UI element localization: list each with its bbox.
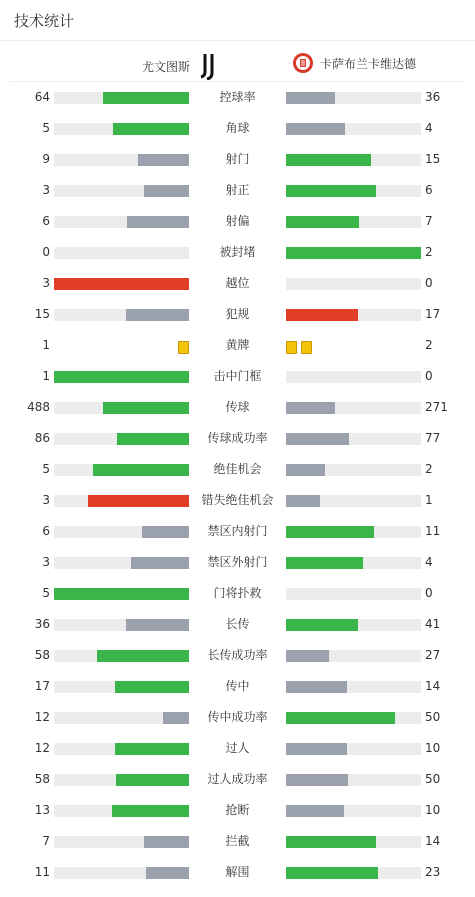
away-value: 6 <box>425 183 433 197</box>
stat-row <box>0 401 475 432</box>
away-bar <box>286 123 345 135</box>
away-bar-track <box>286 526 421 538</box>
home-bar <box>88 495 189 507</box>
away-value: 0 <box>425 586 433 600</box>
away-bar <box>286 247 421 259</box>
away-bar-track <box>286 92 421 104</box>
stat-row <box>0 122 475 153</box>
away-bar <box>286 464 325 476</box>
away-cards <box>286 339 316 352</box>
home-bar <box>126 619 189 631</box>
stat-label: 传球成功率 <box>207 431 268 445</box>
home-value: 6 <box>42 524 50 538</box>
away-bar-track <box>286 402 421 414</box>
home-bar-track <box>54 867 189 879</box>
away-bar-track <box>286 123 421 135</box>
stat-row <box>0 556 475 587</box>
away-bar <box>286 402 335 414</box>
home-bar <box>131 557 189 569</box>
away-value: 0 <box>425 369 433 383</box>
away-bar <box>286 154 371 166</box>
home-bar <box>54 371 189 383</box>
stat-label: 解围 <box>225 865 250 879</box>
stat-label: 过人成功率 <box>207 772 268 786</box>
away-value: 10 <box>425 803 441 817</box>
stat-row <box>0 463 475 494</box>
away-bar-track <box>286 867 421 879</box>
home-bar-track <box>54 247 189 259</box>
stat-label: 传中 <box>225 679 250 693</box>
away-value: 15 <box>425 152 441 166</box>
home-value: 3 <box>42 276 50 290</box>
away-value: 2 <box>425 338 433 352</box>
home-bar-track <box>54 681 189 693</box>
away-team[interactable] <box>292 52 416 74</box>
away-bar <box>286 526 374 538</box>
stat-row <box>0 587 475 618</box>
stat-row <box>0 680 475 711</box>
away-bar-track <box>286 619 421 631</box>
home-bar <box>115 681 189 693</box>
away-bar <box>286 836 376 848</box>
home-bar <box>138 154 189 166</box>
stat-label: 过人 <box>225 741 250 755</box>
home-value: 7 <box>42 834 50 848</box>
away-bar <box>286 681 347 693</box>
away-bar-track <box>286 743 421 755</box>
home-bar-track <box>54 278 189 290</box>
away-bar <box>286 774 348 786</box>
home-bar-track <box>54 216 189 228</box>
stat-row <box>0 835 475 866</box>
home-bar <box>144 836 189 848</box>
away-value: 77 <box>425 431 441 445</box>
away-bar-track <box>286 433 421 445</box>
home-value: 58 <box>34 772 50 786</box>
away-bar <box>286 619 358 631</box>
away-value: 17 <box>425 307 441 321</box>
stat-row <box>0 91 475 122</box>
home-bar-track <box>54 309 189 321</box>
away-value: 4 <box>425 121 433 135</box>
stat-row <box>0 370 475 401</box>
stat-label: 传中成功率 <box>207 710 268 724</box>
stat-label: 长传成功率 <box>207 648 268 662</box>
stat-label: 角球 <box>225 121 250 135</box>
yellow-card-icon <box>178 341 189 354</box>
home-value: 1 <box>42 369 50 383</box>
stat-label: 射正 <box>225 183 250 197</box>
home-bar <box>142 526 189 538</box>
home-value: 9 <box>42 152 50 166</box>
stat-label: 击中门框 <box>213 369 262 383</box>
away-bar <box>286 216 359 228</box>
home-bar <box>115 743 189 755</box>
away-bar <box>286 309 358 321</box>
home-bar-track <box>54 433 189 445</box>
stat-row <box>0 246 475 277</box>
away-value: 14 <box>425 679 441 693</box>
home-bar-track <box>54 743 189 755</box>
home-bar-track <box>54 557 189 569</box>
home-value: 36 <box>34 617 50 631</box>
home-bar-track <box>54 619 189 631</box>
away-bar-track <box>286 836 421 848</box>
stat-label: 射偏 <box>225 214 250 228</box>
away-bar-track <box>286 154 421 166</box>
away-bar <box>286 867 378 879</box>
home-value: 5 <box>42 121 50 135</box>
away-value: 271 <box>425 400 448 414</box>
stat-row <box>0 649 475 680</box>
stat-row <box>0 494 475 525</box>
away-bar-track <box>286 805 421 817</box>
away-bar-track <box>286 495 421 507</box>
home-value: 64 <box>34 90 50 104</box>
away-value: 11 <box>425 524 441 538</box>
home-bar-track <box>54 805 189 817</box>
home-bar-track <box>54 495 189 507</box>
stat-row <box>0 804 475 835</box>
stat-row <box>0 525 475 556</box>
home-value: 5 <box>42 586 50 600</box>
home-bar <box>144 185 189 197</box>
home-bar <box>146 867 189 879</box>
stat-label: 错失绝佳机会 <box>201 493 274 507</box>
stat-label: 被封堵 <box>219 245 256 259</box>
home-bar-track <box>54 185 189 197</box>
home-value: 5 <box>42 462 50 476</box>
home-value: 15 <box>34 307 50 321</box>
yellow-card-icon <box>301 341 312 354</box>
home-bar-track <box>54 402 189 414</box>
home-bar-track <box>54 588 189 600</box>
away-bar-track <box>286 309 421 321</box>
stat-row <box>0 308 475 339</box>
home-value: 0 <box>42 245 50 259</box>
home-value: 17 <box>34 679 50 693</box>
stat-label: 长传 <box>225 617 250 631</box>
home-bar-track <box>54 774 189 786</box>
home-bar-track <box>54 712 189 724</box>
home-value: 12 <box>34 710 50 724</box>
away-bar-track <box>286 216 421 228</box>
away-bar-track <box>286 278 421 290</box>
away-value: 27 <box>425 648 441 662</box>
away-bar <box>286 495 320 507</box>
home-bar <box>97 650 189 662</box>
home-bar <box>126 309 189 321</box>
away-bar-track <box>286 650 421 662</box>
header <box>0 0 475 41</box>
stat-label: 越位 <box>225 276 250 290</box>
home-bar-track <box>54 154 189 166</box>
home-bar <box>54 278 189 290</box>
away-bar-track <box>286 464 421 476</box>
home-bar-track <box>54 371 189 383</box>
away-team-name: 卡萨布兰卡维达德 <box>320 56 417 71</box>
home-bar <box>103 92 189 104</box>
home-team[interactable] <box>142 52 220 80</box>
home-value: 3 <box>42 555 50 569</box>
home-bar <box>112 805 189 817</box>
away-bar <box>286 712 395 724</box>
away-bar-track <box>286 247 421 259</box>
stat-label: 犯规 <box>225 307 250 321</box>
home-bar <box>113 123 189 135</box>
away-bar <box>286 557 363 569</box>
away-bar-track <box>286 557 421 569</box>
away-value: 7 <box>425 214 433 228</box>
stat-row <box>0 215 475 246</box>
home-bar <box>117 433 189 445</box>
away-value: 50 <box>425 710 441 724</box>
stat-row <box>0 432 475 463</box>
stat-label: 黄牌 <box>225 338 250 352</box>
home-bar-track <box>54 526 189 538</box>
away-value: 4 <box>425 555 433 569</box>
home-value: 3 <box>42 183 50 197</box>
home-bar <box>116 774 189 786</box>
wydad-logo-icon <box>292 52 314 74</box>
home-bar <box>54 588 189 600</box>
stat-label: 禁区内射门 <box>207 524 268 538</box>
away-value: 10 <box>425 741 441 755</box>
away-bar-track <box>286 588 421 600</box>
away-bar-track <box>286 712 421 724</box>
stat-row <box>0 773 475 804</box>
home-value: 1 <box>42 338 50 352</box>
home-team-name: 尤文图斯 <box>141 59 190 74</box>
away-bar <box>286 433 349 445</box>
home-bar-track <box>54 464 189 476</box>
home-value: 58 <box>34 648 50 662</box>
home-cards <box>174 339 189 352</box>
team-row <box>10 41 465 82</box>
home-bar-track <box>54 92 189 104</box>
juventus-logo-icon <box>198 52 220 80</box>
home-value: 13 <box>34 803 50 817</box>
away-value: 2 <box>425 245 433 259</box>
stat-label: 绝佳机会 <box>213 462 262 476</box>
home-bar <box>93 464 189 476</box>
stat-row <box>0 184 475 215</box>
stat-label: 禁区外射门 <box>207 555 268 569</box>
stat-label: 抢断 <box>225 803 250 817</box>
home-bar <box>127 216 189 228</box>
away-bar-track <box>286 185 421 197</box>
away-value: 0 <box>425 276 433 290</box>
away-value: 50 <box>425 772 441 786</box>
stat-row <box>0 742 475 773</box>
stat-row <box>0 339 475 370</box>
away-value: 23 <box>425 865 441 879</box>
away-value: 14 <box>425 834 441 848</box>
away-bar <box>286 185 376 197</box>
away-value: 2 <box>425 462 433 476</box>
home-bar <box>103 402 189 414</box>
stat-row <box>0 711 475 742</box>
stat-label: 控球率 <box>219 90 256 104</box>
stat-label: 传球 <box>225 400 250 414</box>
home-value: 3 <box>42 493 50 507</box>
stat-row <box>0 866 475 897</box>
away-bar-track <box>286 681 421 693</box>
away-value: 41 <box>425 617 441 631</box>
home-value: 12 <box>34 741 50 755</box>
away-value: 36 <box>425 90 441 104</box>
away-bar <box>286 92 335 104</box>
home-value: 6 <box>42 214 50 228</box>
home-bar-track <box>54 836 189 848</box>
home-bar-track <box>54 123 189 135</box>
stat-row <box>0 153 475 184</box>
home-bar-track <box>54 650 189 662</box>
away-bar <box>286 743 347 755</box>
home-value: 488 <box>27 400 50 414</box>
away-bar <box>286 650 329 662</box>
stat-label: 射门 <box>225 152 250 166</box>
away-bar-track <box>286 774 421 786</box>
home-bar <box>163 712 189 724</box>
stat-row <box>0 277 475 308</box>
stat-label: 拦截 <box>225 834 250 848</box>
away-bar <box>286 805 344 817</box>
stat-label: 门将扑救 <box>213 586 262 600</box>
home-value: 86 <box>34 431 50 445</box>
stat-row <box>0 618 475 649</box>
away-value: 1 <box>425 493 433 507</box>
home-value: 11 <box>34 865 50 879</box>
yellow-card-icon <box>286 341 297 354</box>
away-bar-track <box>286 371 421 383</box>
page-title: 技术统计 <box>14 12 75 30</box>
